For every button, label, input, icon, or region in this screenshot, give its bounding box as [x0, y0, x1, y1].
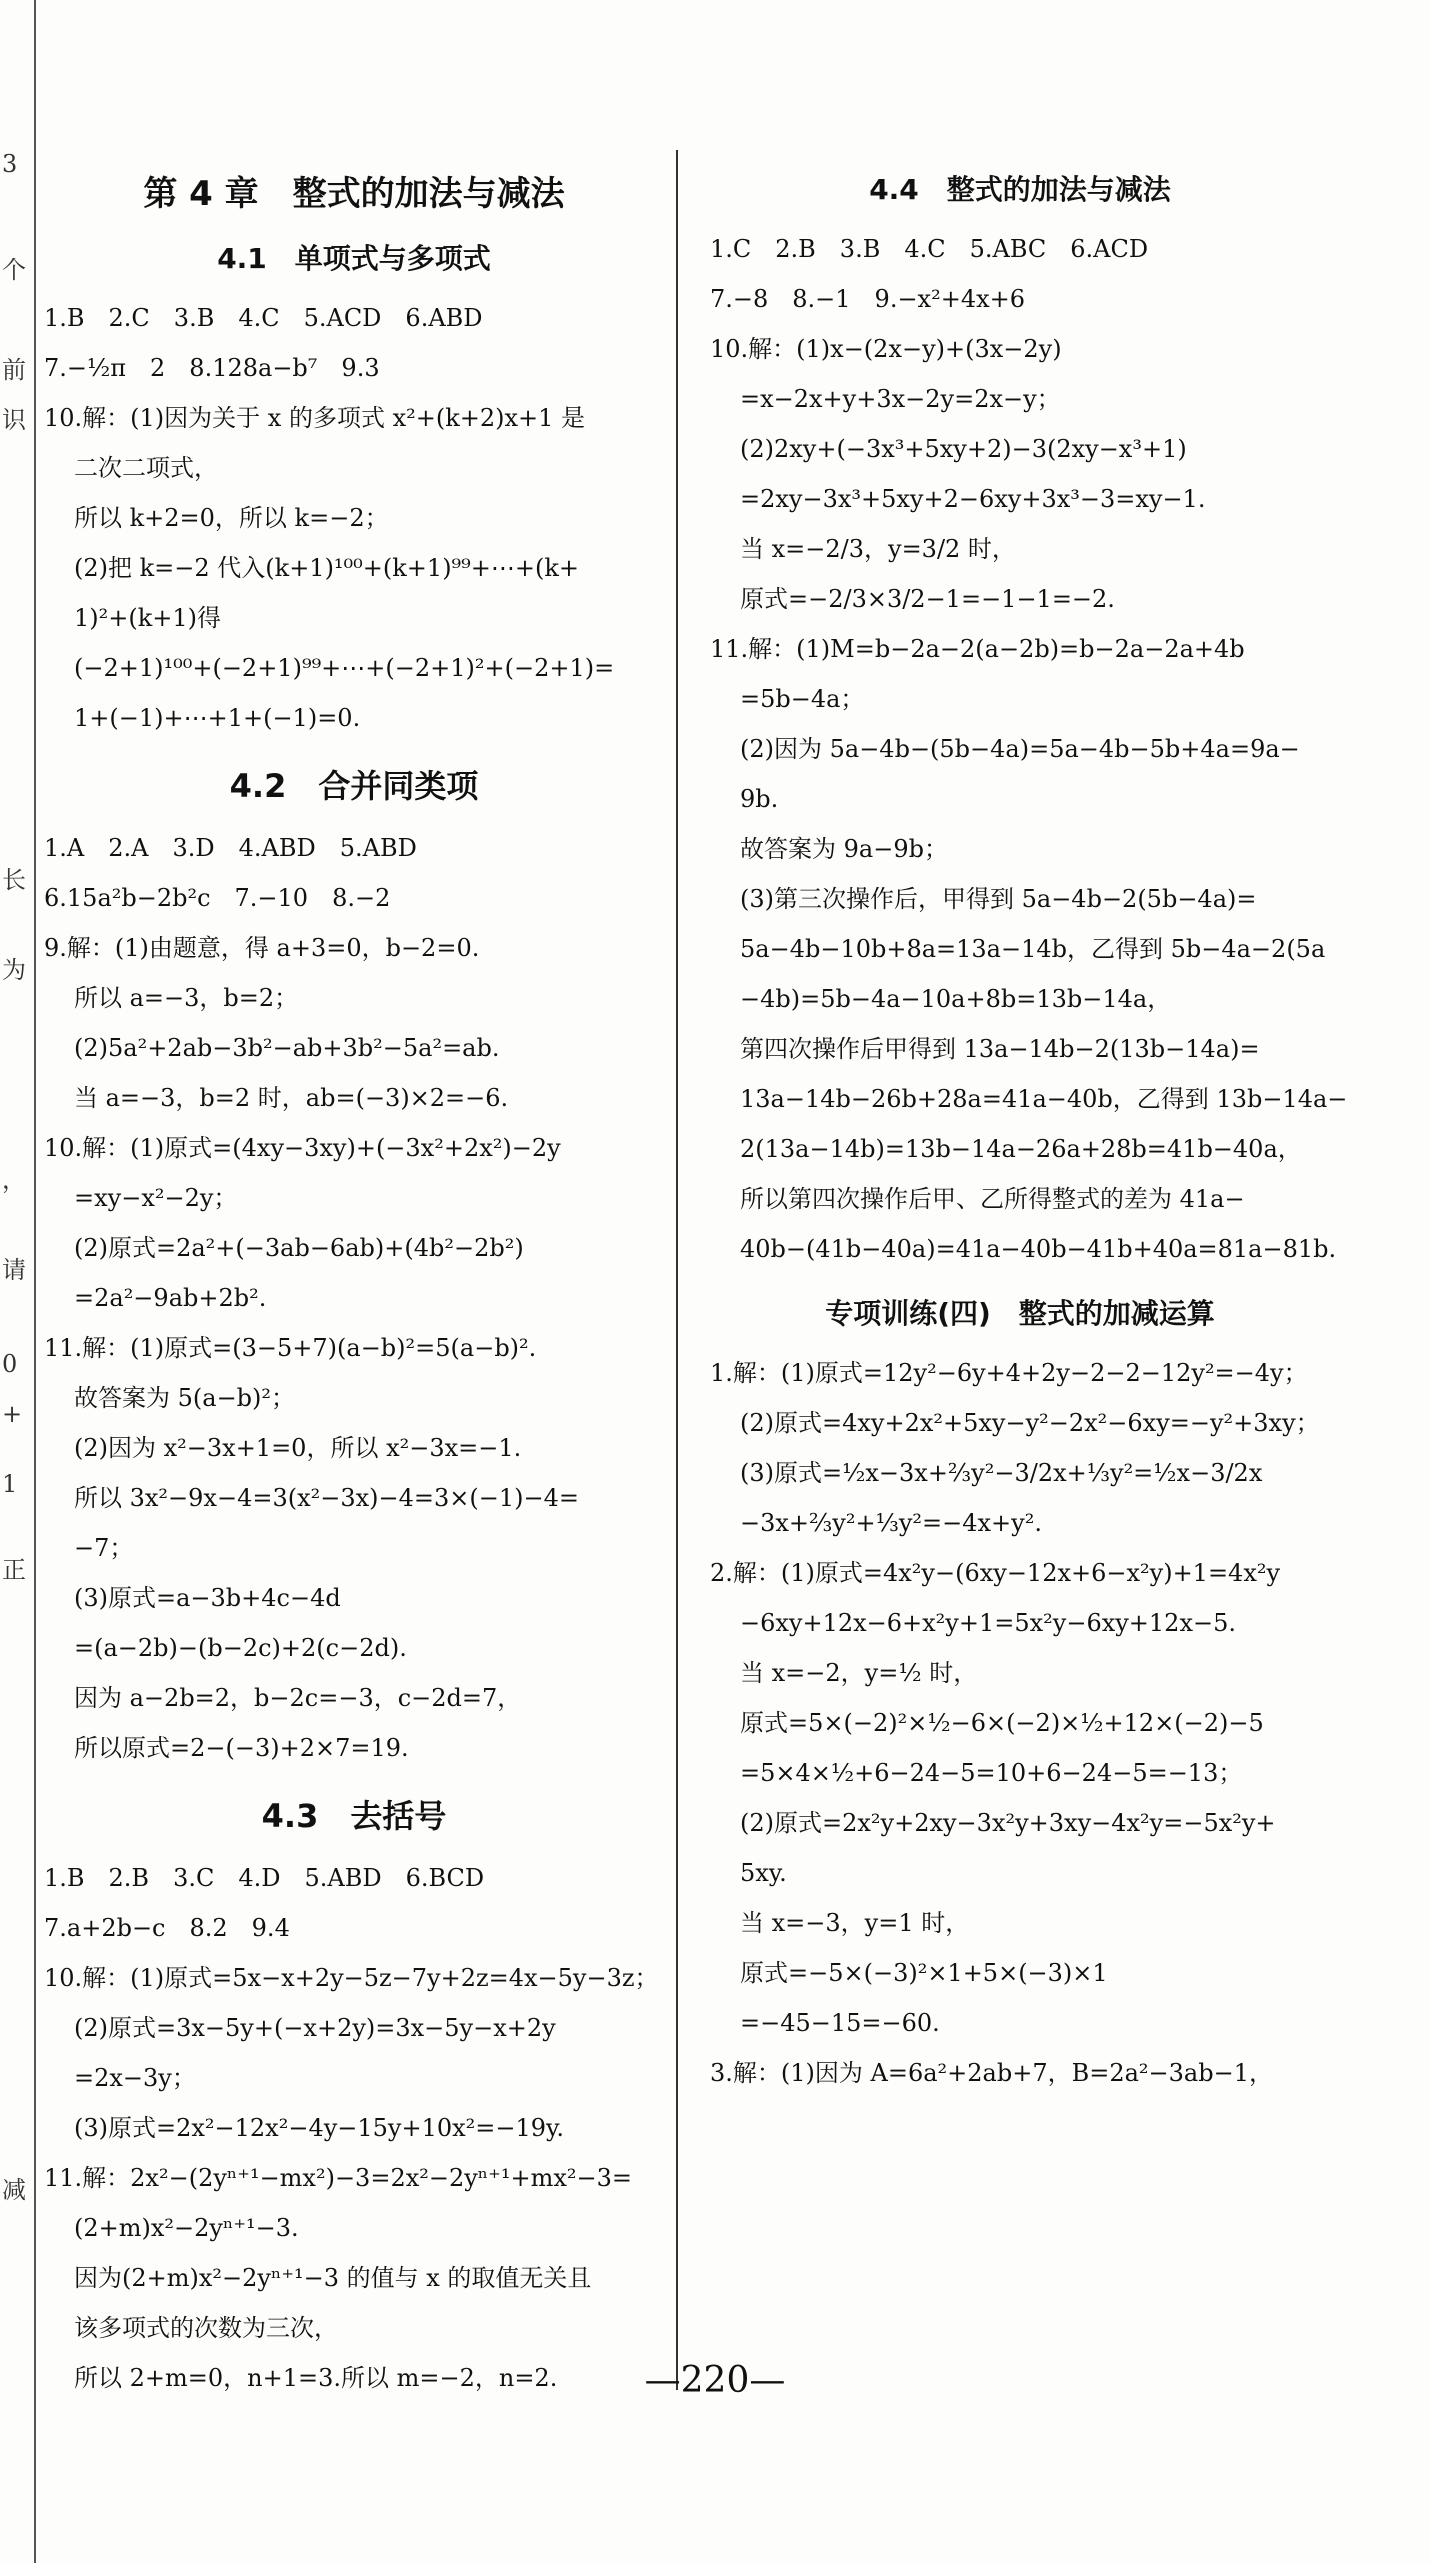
answer-line: 当 x=−2，y=½ 时，: [740, 1659, 978, 1687]
answer-line: 5a−4b−10b+8a=13a−14b，乙得到 5b−4a−2(5a: [740, 935, 1326, 963]
answer-line: 所以 3x²−9x−4=3(x²−3x)−4=3×(−1)−4=: [74, 1484, 579, 1512]
answer-line: −7；: [74, 1534, 134, 1562]
answer-line: 1.B 2.B 3.C 4.D 5.ABD 6.BCD: [44, 1864, 485, 1892]
right-column: [710, 150, 1348, 2098]
answer-line: (2+m)x²−2yⁿ⁺¹−3.: [74, 2214, 299, 2242]
answer-line: 该多项式的次数为三次，: [74, 2314, 338, 2342]
answer-line: =x−2x+y+3x−2y=2x−y；: [740, 385, 1061, 413]
answer-line: =5×4×½+6−24−5=10+6−24−5=−13；: [740, 1759, 1243, 1787]
answer-line: 所以原式=2−(−3)+2×7=19.: [74, 1734, 409, 1762]
margin-fragment: 正: [2, 1556, 26, 1584]
answer-line: (3)原式=a−3b+4c−4d: [74, 1584, 341, 1612]
answer-line: (2)因为 x²−3x+1=0，所以 x²−3x=−1.: [74, 1434, 522, 1462]
answer-line: 1.B 2.C 3.B 4.C 5.ACD 6.ABD: [44, 304, 483, 332]
margin-fragment: 个: [2, 256, 26, 284]
chapter-title: 第 4 章 整式的加法与减法: [143, 174, 565, 214]
answer-line: 当 a=−3，b=2 时，ab=(−3)×2=−6.: [74, 1084, 509, 1112]
answer-line: 11.解：(1)原式=(3−5+7)(a−b)²=5(a−b)².: [44, 1334, 537, 1362]
answer-line: 所以 k+2=0，所以 k=−2；: [74, 504, 389, 532]
answer-line: 故答案为 5(a−b)²；: [74, 1384, 296, 1412]
margin-fragment: 3: [2, 150, 18, 178]
margin-fragment: ，: [2, 1166, 26, 1194]
margin-fragment: 减: [2, 2176, 26, 2204]
answer-line: (2)原式=2a²+(−3ab−6ab)+(4b²−2b²): [74, 1234, 524, 1262]
answer-line: 11.解：2x²−(2yⁿ⁺¹−mx²)−3=2x²−2yⁿ⁺¹+mx²−3=: [44, 2164, 632, 2192]
answer-line: 原式=−2/3×3/2−1=−1−1=−2.: [740, 585, 1115, 613]
margin-fragment: 1: [2, 1470, 18, 1498]
answer-line: 所以 2+m=0，n+1=3.所以 m=−2，n=2.: [74, 2364, 558, 2392]
answer-line: 10.解：(1)原式=(4xy−3xy)+(−3x²+2x²)−2y: [44, 1134, 561, 1162]
answer-line: 7.a+2b−c 8.2 9.4: [44, 1914, 290, 1942]
answer-line: 7.−8 8.−1 9.−x²+4x+6: [710, 285, 1026, 313]
answer-line: 2.解：(1)原式=4x²y−(6xy−12x+6−x²y)+1=4x²y: [710, 1559, 1281, 1587]
margin-fragment: 请: [2, 1256, 26, 1284]
answer-line: 1+(−1)+⋯+1+(−1)=0.: [74, 704, 361, 732]
answer-line: 10.解：(1)x−(2x−y)+(3x−2y): [710, 335, 1062, 363]
answer-line: 因为 a−2b=2，b−2c=−3，c−2d=7，: [74, 1684, 522, 1712]
answer-line: −4b)=5b−4a−10a+8b=13b−14a，: [740, 985, 1172, 1013]
answer-line: −6xy+12x−6+x²y+1=5x²y−6xy+12x−5.: [740, 1609, 1236, 1637]
answer-line: 第四次操作后甲得到 13a−14b−2(13b−14a)=: [740, 1035, 1260, 1063]
answer-line: 当 x=−3，y=1 时，: [740, 1909, 970, 1937]
section-title: 4.2 合并同类项: [229, 767, 479, 805]
margin-fragment: +: [2, 1400, 23, 1428]
margin-fragment: 0: [2, 1350, 18, 1378]
answer-line: (2)原式=2x²y+2xy−3x²y+3xy−4x²y=−5x²y+: [740, 1809, 1276, 1837]
answer-line: 二次二项式，: [74, 454, 218, 482]
answer-line: 2(13a−14b)=13b−14a−26a+28b=41b−40a，: [740, 1135, 1302, 1163]
answer-line: =−45−15=−60.: [740, 2009, 940, 2037]
answer-line: (2)因为 5a−4b−(5b−4a)=5a−4b−5b+4a=9a−: [740, 735, 1300, 763]
answer-line: (−2+1)¹⁰⁰+(−2+1)⁹⁹+⋯+(−2+1)²+(−2+1)=: [74, 654, 615, 682]
column-divider: [676, 150, 678, 2390]
answer-line: (3)第三次操作后，甲得到 5a−4b−2(5b−4a)=: [740, 885, 1257, 913]
answer-line: 所以第四次操作后甲、乙所得整式的差为 41a−: [740, 1185, 1245, 1213]
answer-line: =xy−x²−2y；: [74, 1184, 238, 1212]
answer-line: 10.解：(1)原式=5x−x+2y−5z−7y+2z=4x−5y−3z；: [44, 1964, 659, 1992]
page-number: —220—: [644, 2360, 786, 2401]
answer-line: 故答案为 9a−9b；: [740, 835, 948, 863]
margin-fragment: 前: [2, 356, 26, 384]
answer-line: 1.A 2.A 3.D 4.ABD 5.ABD: [44, 834, 417, 862]
margin-fragment: 为: [2, 956, 26, 984]
left-margin-fragments: [0, 0, 36, 2563]
answer-line: (2)2xy+(−3x³+5xy+2)−3(2xy−x³+1): [740, 435, 1187, 463]
answer-line: 1)²+(k+1)得: [74, 604, 222, 632]
answer-line: 原式=−5×(−3)²×1+5×(−3)×1: [740, 1959, 1108, 1987]
margin-fragment: 长: [2, 866, 26, 894]
section-title: 4.1 单项式与多项式: [217, 242, 491, 275]
answer-line: 9b.: [740, 785, 779, 813]
answer-line: 40b−(41b−40a)=41a−40b−41b+40a=81a−81b.: [740, 1235, 1337, 1263]
answer-line: 3.解：(1)因为 A=6a²+2ab+7，B=2a²−3ab−1，: [710, 2059, 1273, 2087]
answer-line: 7.−½π 2 8.128a−b⁷ 9.3: [44, 354, 380, 382]
left-column: [44, 150, 664, 2403]
answer-line: (2)原式=3x−5y+(−x+2y)=3x−5y−x+2y: [74, 2014, 556, 2042]
answer-line: (2)原式=4xy+2x²+5xy−y²−2x²−6xy=−y²+3xy；: [740, 1409, 1320, 1437]
left-sections: [44, 237, 664, 2403]
answer-line: 6.15a²b−2b²c 7.−10 8.−2: [44, 884, 391, 912]
answer-line: 11.解：(1)M=b−2a−2(a−2b)=b−2a−2a+4b: [710, 635, 1245, 663]
section-title: 专项训练(四) 整式的加减运算: [825, 1297, 1215, 1330]
answer-line: 1.C 2.B 3.B 4.C 5.ABC 6.ACD: [710, 235, 1149, 263]
answer-line: 9.解：(1)由题意，得 a+3=0，b−2=0.: [44, 934, 480, 962]
answer-line: (2)5a²+2ab−3b²−ab+3b²−5a²=ab.: [74, 1034, 500, 1062]
answer-line: 5xy.: [740, 1859, 787, 1887]
margin-fragment: 识: [2, 406, 26, 434]
answer-line: 13a−14b−26b+28a=41a−40b，乙得到 13b−14a−: [740, 1085, 1348, 1113]
answer-line: −3x+⅔y²+⅓y²=−4x+y².: [740, 1509, 1042, 1537]
answer-line: =2x−3y；: [74, 2064, 196, 2092]
right-sections: [710, 168, 1348, 2098]
answer-line: 1.解：(1)原式=12y²−6y+4+2y−2−2−12y²=−4y；: [710, 1359, 1308, 1387]
answer-line: (3)原式=½x−3x+⅔y²−3/2x+⅓y²=½x−3/2x: [740, 1459, 1263, 1487]
answer-line: 因为(2+m)x²−2yⁿ⁺¹−3 的值与 x 的取值无关且: [74, 2264, 592, 2292]
answer-line: 10.解：(1)因为关于 x 的多项式 x²+(k+2)x+1 是: [44, 404, 586, 432]
answer-line: =(a−2b)−(b−2c)+2(c−2d).: [74, 1634, 407, 1662]
answer-line: =5b−4a；: [740, 685, 865, 713]
answer-line: (3)原式=2x²−12x²−4y−15y+10x²=−19y.: [74, 2114, 565, 2142]
answer-line: 所以 a=−3，b=2；: [74, 984, 299, 1012]
answer-line: (2)把 k=−2 代入(k+1)¹⁰⁰+(k+1)⁹⁹+⋯+(k+: [74, 554, 580, 582]
section-title: 4.4 整式的加法与减法: [869, 173, 1171, 206]
answer-line: =2a²−9ab+2b².: [74, 1284, 267, 1312]
answer-line: 当 x=−2/3，y=3/2 时，: [740, 535, 1016, 563]
answer-line: =2xy−3x³+5xy+2−6xy+3x³−3=xy−1.: [740, 485, 1206, 513]
section-title: 4.3 去括号: [261, 1797, 447, 1835]
answer-line: 原式=5×(−2)²×½−6×(−2)×½+12×(−2)−5: [740, 1709, 1264, 1737]
